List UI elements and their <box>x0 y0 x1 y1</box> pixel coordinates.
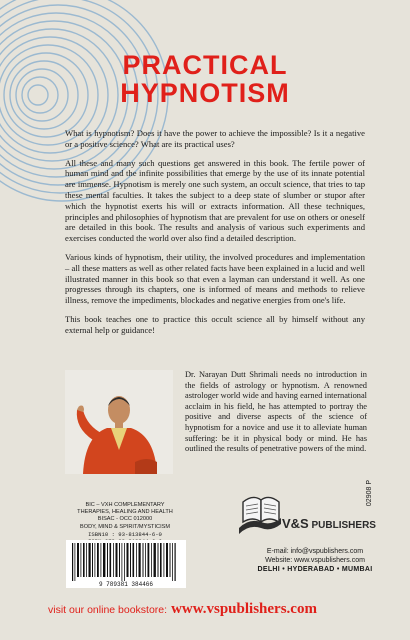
publisher-email: E-mail: info@vspublishers.com <box>266 548 364 555</box>
title-line-2: HYPNOTISM <box>120 78 290 108</box>
description-text <box>65 128 365 344</box>
author-bio: Dr. Narayan Dutt Shrimali needs no introduction in the fields of astrology or hypnotism. A renowned astrologer world wide and having earned international acclaim in his field, he has attempted to portray the positive and diverse aspects of the science of hypnotism for a novice and use it to alleviate human suffering: be it in physical body or mind. He has outlined the results of penetrative powers of the mind. <box>185 370 367 454</box>
bookstore-label: visit our online bookstore: <box>48 604 168 616</box>
bisac-description: BODY, MIND & SPIRIT/MYSTICISM <box>79 523 171 530</box>
title-line-1: PRACTICAL <box>122 50 288 80</box>
author-photo <box>65 370 173 474</box>
barcode-number: 9 789381 384466 <box>98 581 154 588</box>
publisher-name <box>282 516 376 531</box>
publisher-cities: DELHI • HYDERABAD • MUMBAI <box>257 566 373 574</box>
classification-block <box>65 502 185 545</box>
paragraph: What is hypnotism? Does it have the power to achieve the impossible? Is it a negative or a positive science? What are its practical uses? <box>65 128 365 149</box>
product-code: 02908 P <box>366 480 373 507</box>
publisher-logo-icon <box>235 488 285 540</box>
isbn-10: ISBN10 : 93-813844-6-0 <box>88 530 162 538</box>
paragraph: This book teaches one to practice this occult science all by himself without any external help or guidance! <box>65 313 365 335</box>
bic-line-2: THERAPIES, HEALING AND HEALTH <box>77 509 173 516</box>
publisher-website: Website: www.vspublishers.com <box>265 557 365 565</box>
paragraph: All these and many such questions get answered in this book. The fertile power of human mind and the infinite possibilities that emerge by the use of its innate potential are immense. Hypnotism is merely one such system, an occult science, that tries to tap these mental faculties. It takes the subject to a deep state of slumber or stupor after which the hypnotist exerts his will or extracts information. All these techniques, principles and philosophies of hypnotism that are prevalent for use on others or oneself are detailed in this book. The results and analysis of various such experiments and exercises conducted the world over also find a detailed description. <box>65 157 365 244</box>
publisher-contact <box>240 547 390 575</box>
paragraph: Various kinds of hypnotism, their utility, the involved procedures and implementation – all these matters as well as other related facts have been explained in a lucid and well illustrated manner in this book so that even a layman can understand it well. As one progresses through its chapters, one is informed of means and methods to relieve illness, remove the impediments, blockades and negative energies from one's life. <box>65 251 365 306</box>
barcode <box>66 540 186 588</box>
bic-line-1: BIC – VXH COMPLEMENTARY <box>85 502 165 508</box>
publisher-name-rest: PUBLISHERS <box>311 520 376 531</box>
bookstore-footer <box>48 600 378 618</box>
bookstore-url[interactable]: www.vspublishers.com <box>171 601 317 617</box>
bisac-line: BISAC - OCC 012000 <box>97 516 153 523</box>
publisher-name-vs: V&S <box>282 516 309 531</box>
